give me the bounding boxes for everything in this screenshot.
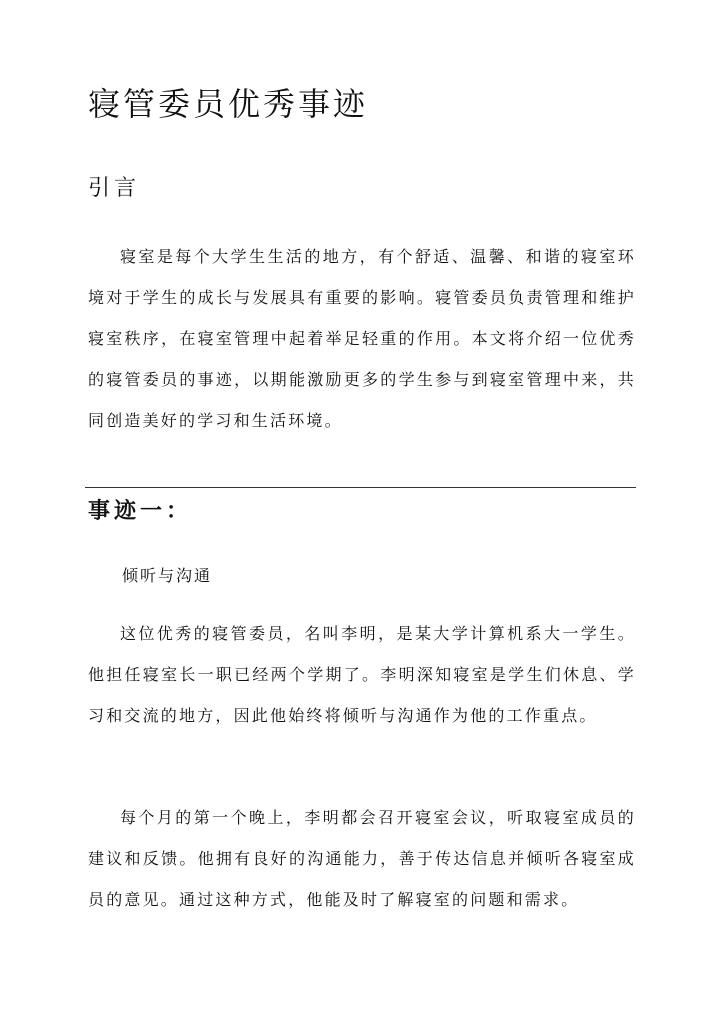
deed-one-subheading: 倾听与沟通 [122,566,213,585]
deed-one-heading: 事迹一： [88,498,193,524]
deed-one-paragraph-2: 每个月的第一个晚上，李明都会召开寝室会议，听取寝室成员的建议和反馈。他拥有良好的沟通能力，善于传达信息并倾听各寝室成员的意见。通过这种方式，他能及时了解寝室的问题和需求。 [88,808,636,909]
document-title: 寝管委员优秀事迹 [88,85,369,123]
section-divider [85,487,636,488]
intro-heading: 引言 [88,176,141,201]
deed-one-paragraph-1: 这位优秀的寝管委员，名叫李明，是某大学计算机系大一学生。他担任寝室长一职已经两个学期了。李明深知寝室是学生们休息、学习和交流的地方，因此他始终将倾听与沟通作为他的工作重点。 [88,624,636,725]
intro-paragraph: 寝室是每个大学生生活的地方，有个舒适、温馨、和谐的寝室环境对于学生的成长与发展具有重要的影响。寝管委员负责管理和维护寝室秩序，在寝室管理中起着举足轻重的作用。本文将介绍一位优秀的寝管委员的事迹，以期能激励更多的学生参与到寝室管理中来，共同创造美好的学习和生活环境。 [88,247,636,430]
